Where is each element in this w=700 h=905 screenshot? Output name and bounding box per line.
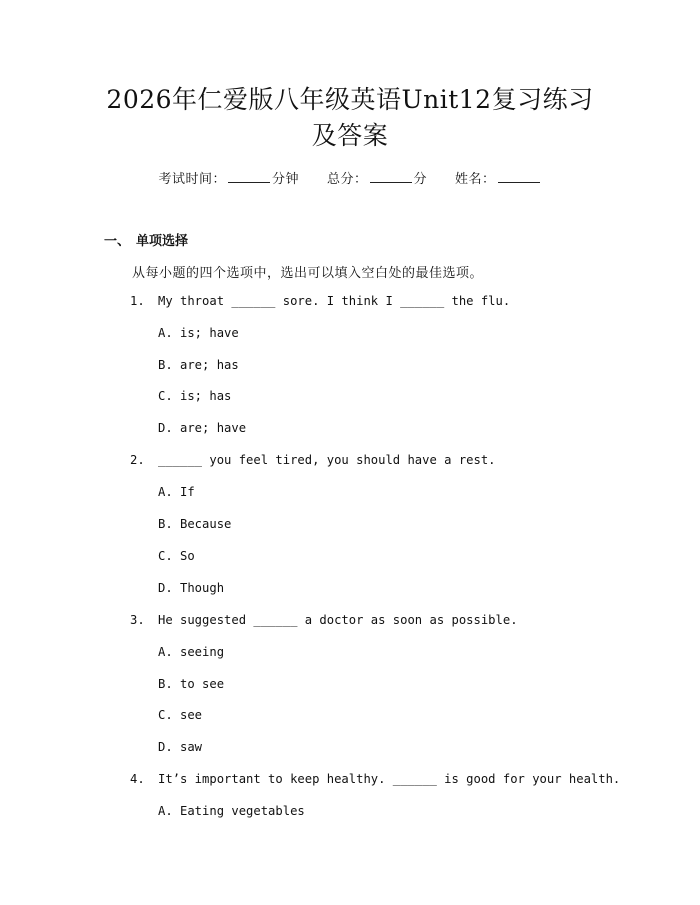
- question-number: 1.: [130, 294, 145, 308]
- name-label: 姓名：: [455, 172, 496, 187]
- question-text: ______ you feel tired, you should have a rest.: [158, 453, 496, 467]
- option-1c: C. is; has: [158, 389, 232, 403]
- title-line-2: 及答案: [311, 121, 389, 150]
- section-title: 单项选择: [136, 234, 189, 249]
- name-field: [455, 168, 542, 187]
- option-4a: A. Eating vegetables: [158, 804, 305, 818]
- instructions: 从每小题的四个选项中，选出可以填入空白处的最佳选项。: [132, 266, 484, 281]
- score-label: 总分：: [326, 172, 368, 187]
- name-blank: [498, 170, 540, 183]
- section-number: 一、: [104, 234, 131, 249]
- option-1d: D. are; have: [158, 421, 247, 435]
- option-1b: B. are; has: [158, 358, 239, 372]
- question-2: [130, 453, 496, 467]
- option-1a: A. is; have: [158, 326, 239, 340]
- time-blank: [228, 170, 270, 183]
- option-2b: B. Because: [158, 517, 232, 531]
- question-4: [130, 772, 620, 786]
- question-text: It’s important to keep healthy. ______ is good for your health.: [158, 772, 621, 786]
- section-heading: [104, 230, 188, 249]
- time-field: [158, 168, 299, 187]
- option-2d: D. Though: [158, 581, 225, 595]
- time-unit: 分钟: [271, 172, 299, 187]
- option-3a: A. seeing: [158, 645, 225, 659]
- score-unit: 分: [413, 172, 428, 187]
- score-field: [327, 168, 427, 187]
- score-blank: [370, 170, 412, 183]
- document-title: [0, 82, 700, 154]
- question-text: He suggested ______ a doctor as soon as possible.: [158, 613, 518, 627]
- option-3c: C. see: [158, 708, 203, 722]
- question-number: 4.: [130, 772, 145, 786]
- title-line-1: 2026年仁爱版八年级英语Unit12复习练习: [106, 85, 594, 114]
- question-number: 2.: [130, 453, 145, 467]
- option-2a: A. If: [158, 485, 195, 499]
- question-3: [130, 613, 518, 627]
- time-label: 考试时间：: [158, 172, 226, 187]
- question-number: 3.: [130, 613, 145, 627]
- option-3b: B. to see: [158, 677, 225, 691]
- option-3d: D. saw: [158, 740, 203, 754]
- option-2c: C. So: [158, 549, 195, 563]
- exam-meta: [0, 168, 700, 187]
- question-1: [130, 294, 510, 308]
- question-text: My throat ______ sore. I think I ______ the flu.: [158, 294, 511, 308]
